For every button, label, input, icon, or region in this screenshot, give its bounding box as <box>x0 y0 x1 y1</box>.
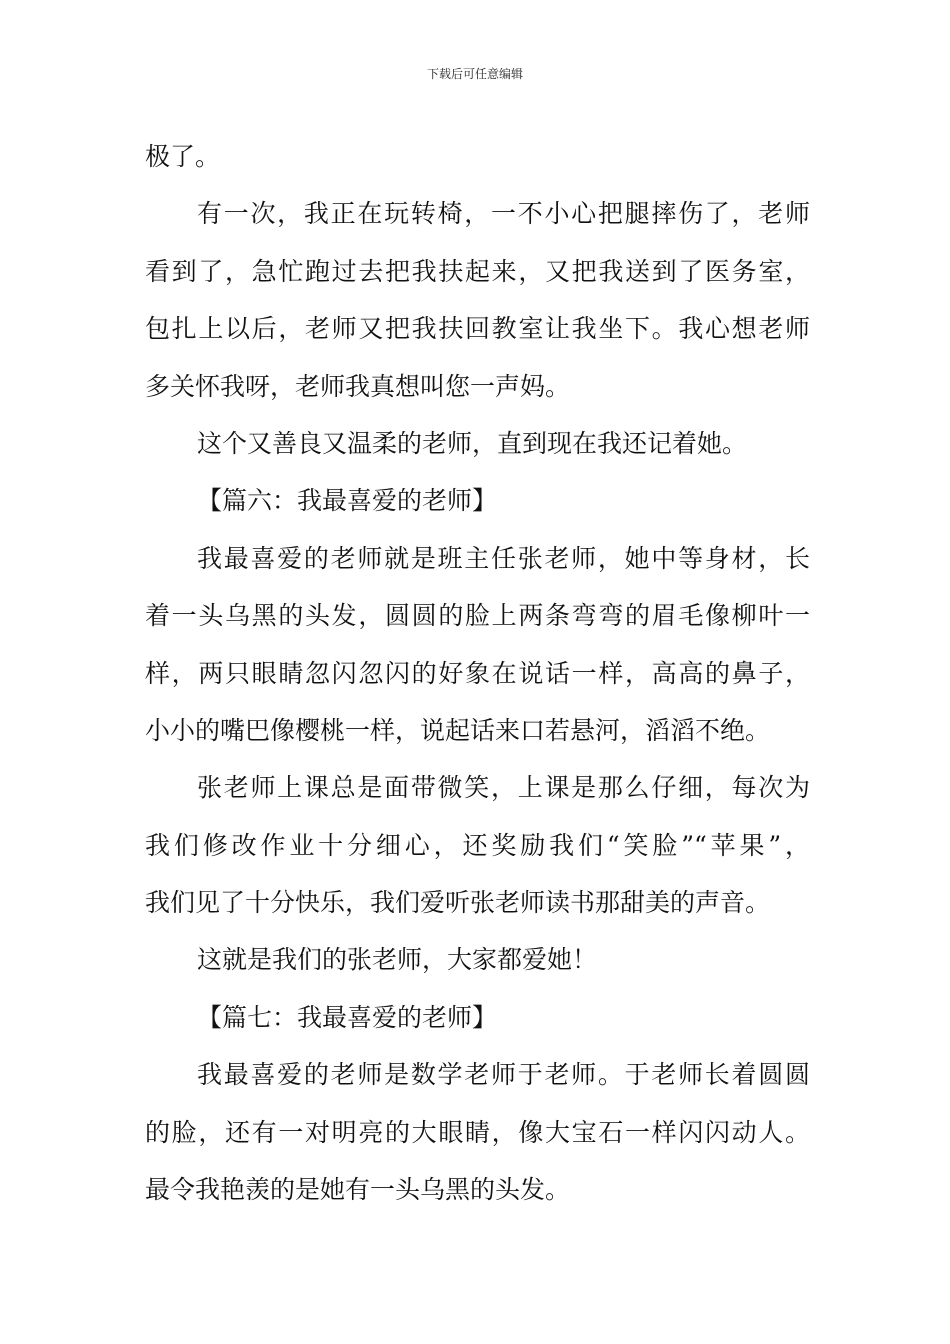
paragraph-line: 的脸，还有一对明亮的大眼睛，像大宝石一样闪闪动人。 <box>145 1117 810 1147</box>
paragraph-line: 我最喜爱的老师就是班主任张老师，她中等身材，长 <box>197 543 810 573</box>
paragraph-line: 最令我艳羡的是她有一头乌黑的头发。 <box>145 1175 571 1205</box>
paragraph-line: 小小的嘴巴像樱桃一样，说起话来口若悬河，滔滔不绝。 <box>145 715 771 745</box>
paragraph-line: 多关怀我呀，老师我真想叫您一声妈。 <box>145 371 571 401</box>
paragraph-line: 有一次，我正在玩转椅，一不小心把腿摔伤了，老师 <box>197 199 810 229</box>
paragraph-line: 极了。 <box>145 142 221 171</box>
section-heading: 【篇六：我最喜爱的老师】 <box>197 486 498 516</box>
paragraph-line: 张老师上课总是面带微笑，上课是那么仔细，每次为 <box>197 773 810 803</box>
section-heading: 【篇七：我最喜爱的老师】 <box>197 1002 498 1032</box>
paragraph-line: 包扎上以后，老师又把我扶回教室让我坐下。我心想老师 <box>145 314 810 344</box>
paragraph-line: 这个又善良又温柔的老师，直到现在我还记着她。 <box>197 428 748 458</box>
document-body <box>145 128 810 1218</box>
paragraph-line: 着一头乌黑的头发，圆圆的脸上两条弯弯的眉毛像柳叶一 <box>145 601 810 631</box>
page-header: 下载后可任意编辑 <box>426 67 523 81</box>
paragraph-line: 样，两只眼睛忽闪忽闪的好象在说话一样，高高的鼻子， <box>145 658 810 688</box>
paragraph-line: 看到了，急忙跑过去把我扶起来，又把我送到了医务室， <box>145 256 810 286</box>
paragraph-line: 我们见了十分快乐，我们爱听张老师读书那甜美的声音。 <box>145 888 771 918</box>
paragraph-line: 我们修改作业十分细心，还奖励我们“笑脸”“苹果”， <box>145 830 810 860</box>
paragraph-line: 这就是我们的张老师，大家都爱她！ <box>197 945 598 975</box>
paragraph-line: 我最喜爱的老师是数学老师于老师。于老师长着圆圆 <box>197 1060 810 1090</box>
